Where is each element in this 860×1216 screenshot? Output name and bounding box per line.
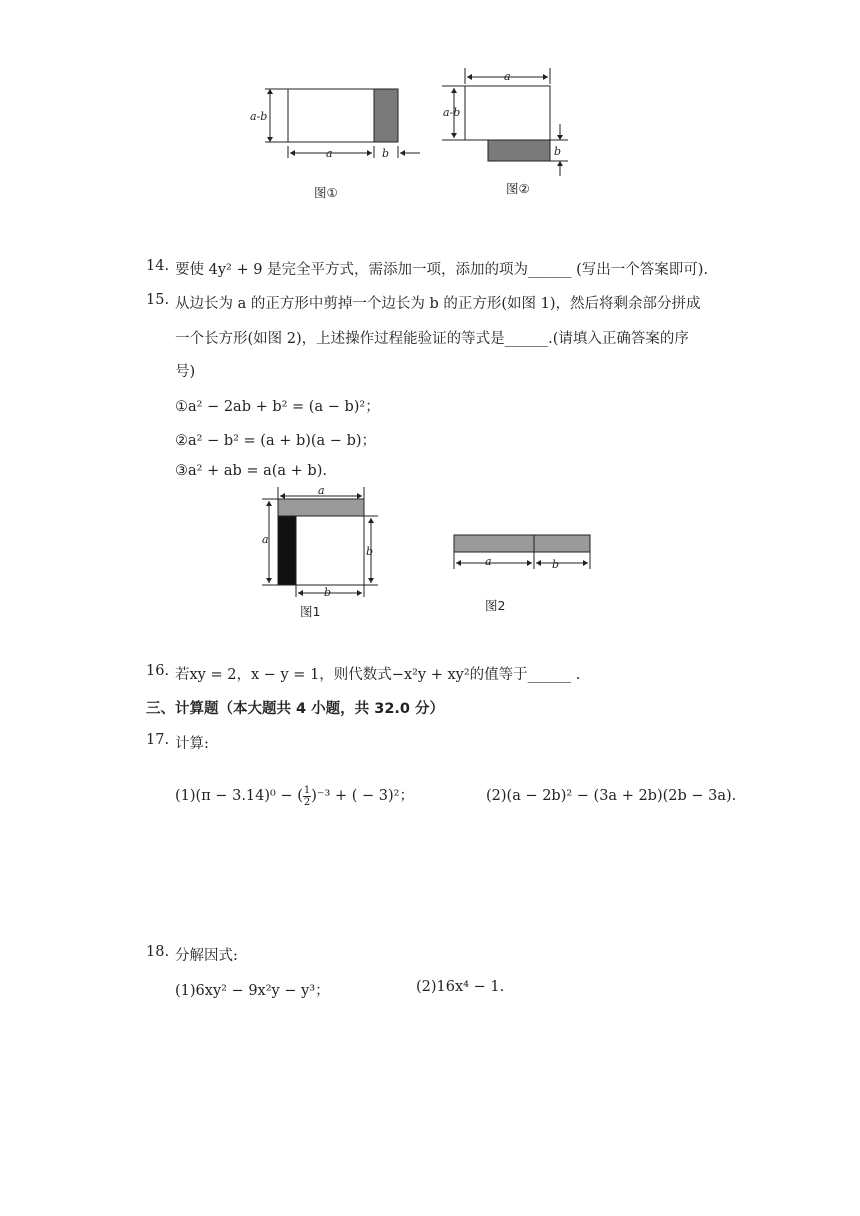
q17-part1-b: )⁻³ + ( − 3)²；	[311, 788, 414, 804]
figure-top-1	[250, 80, 424, 162]
fig2-right-label: b	[554, 145, 562, 158]
figure-mid-1-caption: 图1	[300, 604, 321, 619]
q15-line1: 从边长为 a 的正方形中剪掉一个边长为 b 的正方形(如图 1)，然后将剩余部分拼成	[175, 296, 701, 312]
section-heading: 三、计算题（本大题共 4 小题，共 32.0 分）	[146, 701, 445, 717]
q15-option-2: ②a² − b² = (a + b)(a − b)；	[175, 433, 377, 449]
q17-part1	[175, 784, 414, 808]
q17-part2: (2)(a − 2b)² − (3a + 2b)(2b − 3a).	[486, 788, 737, 804]
figure-mid-2	[452, 533, 594, 573]
q15-option-1: ①a² − 2ab + b² = (a − b)²；	[175, 399, 380, 415]
q16-text: 若xy = 2，x − y = 1，则代数式−x²y + xy²的值等于______ .	[175, 667, 581, 683]
fig2-top-label: a	[504, 70, 511, 83]
figure-top-2	[440, 66, 575, 180]
q15-number: 15.	[146, 292, 170, 308]
fraction	[303, 785, 311, 808]
q18-part1: (1)6xy² − 9x²y − y³；	[175, 983, 330, 999]
q15-line2: 一个长方形(如图 2)，上述操作过程能验证的等式是______.(请填入正确答案的序	[175, 331, 689, 347]
fraction-denominator: 2	[303, 796, 311, 808]
mid-fig1-right-label: b	[366, 545, 374, 558]
q14-number: 14.	[146, 258, 170, 274]
fig1-bottom-b-label: b	[382, 147, 390, 160]
fraction-numerator: 1	[303, 784, 311, 796]
figure-top-2-caption: 图②	[506, 181, 530, 196]
figure-mid-1	[258, 485, 382, 597]
q18-part2: (2)16x⁴ − 1.	[416, 979, 505, 995]
q17-number: 17.	[146, 732, 170, 748]
q18-number: 18.	[146, 944, 170, 960]
q15-option-3: ③a² + ab = a(a + b).	[175, 463, 327, 479]
figure-top-1-caption: 图①	[314, 185, 338, 200]
mid-fig1-left-label: a	[262, 533, 269, 546]
fig1-side-label: a-b	[250, 110, 268, 123]
q16-number: 16.	[146, 663, 170, 679]
figure-mid-2-caption: 图2	[485, 598, 506, 613]
q17-text: 计算:	[175, 736, 209, 752]
q17-part1-a: (1)(π − 3.14)⁰ − (	[175, 788, 303, 804]
mid-fig2-a-label: a	[485, 555, 492, 568]
q15-line3: 号)	[175, 364, 196, 380]
mid-fig1-top-label: a	[318, 484, 325, 497]
mid-fig1-bottom-label: b	[324, 586, 332, 599]
fig2-side-label: a-b	[443, 106, 461, 119]
q14-text: 要使 4y² + 9 是完全平方式，需添加一项，添加的项为______ (写出一个答案即可).	[175, 262, 709, 278]
mid-fig2-b-label: b	[552, 558, 560, 571]
fig1-bottom-a-label: a	[326, 147, 333, 160]
q18-text: 分解因式:	[175, 948, 238, 964]
